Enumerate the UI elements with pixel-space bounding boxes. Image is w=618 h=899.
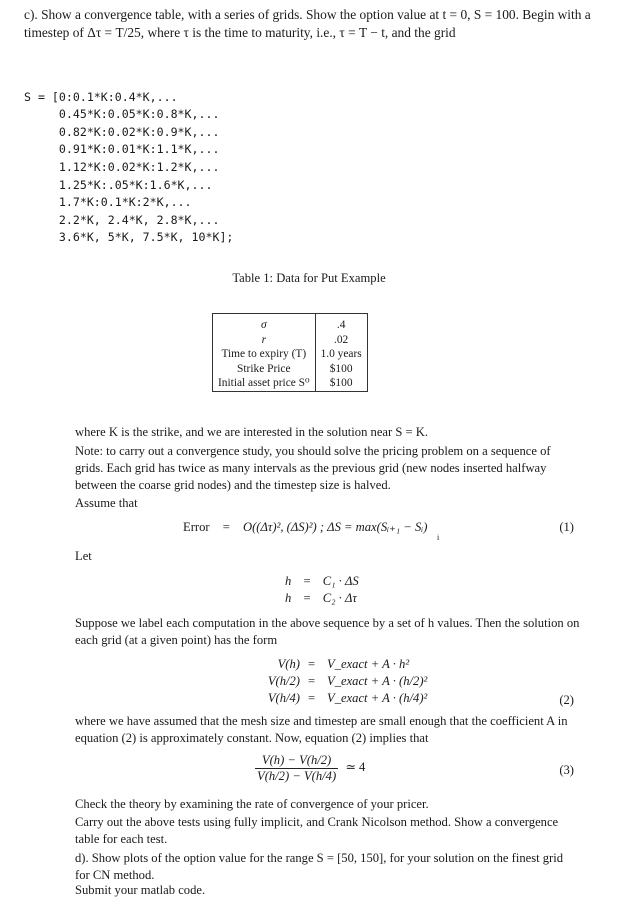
- carry-text: Carry out the above tests using fully implicit, and Crank Nicolson method. Show a convergence table for each test.: [75, 815, 559, 846]
- code-line: S = [0:0.1*K:0.4*K,...: [24, 89, 178, 104]
- eq2-rel: =: [308, 657, 316, 671]
- equation-1: [183, 519, 427, 536]
- table-cell-value: $100: [315, 362, 367, 377]
- code-line: 1.25*K:.05*K:1.6*K,...: [24, 177, 213, 192]
- grid-code-block: [24, 71, 233, 265]
- eq1-number: (1): [559, 520, 574, 534]
- eq3-rel: ≃ 4: [345, 760, 366, 775]
- table-row: [213, 333, 368, 348]
- equation-3: [255, 753, 365, 784]
- check-text: Check the theory by examining the rate of convergence of your pricer.: [75, 797, 429, 811]
- eq3-numerator: V(h) − V(h/2): [255, 753, 338, 769]
- eq2-rhs: V_exact + A · (h/2)²: [327, 674, 428, 688]
- table-cell-value: 1.0 years: [315, 347, 367, 362]
- code-line: 0.45*K:0.05*K:0.8*K,...: [24, 107, 220, 122]
- let-rel: =: [303, 574, 311, 588]
- table-cell-label: r: [261, 333, 266, 346]
- code-line: 1.7*K:0.1*K:2*K,...: [24, 195, 192, 210]
- code-line: 2.2*K, 2.4*K, 2.8*K,...: [24, 212, 220, 227]
- table-cell-value: .4: [315, 318, 367, 333]
- submit-text: Submit your matlab code.: [75, 883, 206, 897]
- let-equation: [285, 590, 357, 607]
- eq1-subscript: i: [437, 533, 440, 542]
- let-text: Let: [75, 549, 92, 563]
- assumed-text: where we have assumed that the mesh size and timestep are small enough that the coefficient A in equation (2) is approximately constant. Now, equation (2) implies that: [75, 714, 568, 745]
- let-lhs: h: [285, 591, 292, 605]
- let-equation: [285, 573, 359, 590]
- table-cell-label: Time to expiry (T): [213, 347, 316, 362]
- table-cell-value: $100: [315, 376, 367, 391]
- code-line: 3.6*K, 5*K, 7.5*K, 10*K];: [24, 230, 234, 245]
- assume-text: Assume that: [75, 496, 138, 510]
- where-text: where K is the strike, and we are interested in the solution near S = K.: [75, 425, 428, 439]
- table-row: [213, 347, 368, 362]
- table-caption: Table 1: Data for Put Example: [232, 271, 386, 285]
- table-cell-value: .02: [315, 333, 367, 348]
- code-line: 0.82*K:0.02*K:0.9*K,...: [24, 124, 220, 139]
- table-row: [213, 318, 368, 333]
- put-data-table: [212, 313, 368, 392]
- let-lhs: h: [285, 574, 292, 588]
- eq2-lhs: V(h/4): [267, 691, 300, 705]
- let-rhs: C₁ · ΔS: [322, 574, 359, 588]
- note-text: Note: to carry out a convergence study, you should solve the pricing problem on a sequence of grids. Each grid has twice as many intervals as the previous grid (new nodes inserted halfway between the coarse grid nodes) and the timestep size is halved.: [75, 444, 551, 492]
- let-rhs: C₂ · Δτ: [322, 591, 357, 605]
- table-cell-label: Strike Price: [213, 362, 316, 377]
- table-cell-label: Initial asset price S⁰: [213, 376, 316, 391]
- eq2-rel: =: [308, 674, 316, 688]
- eq3-number: (3): [559, 763, 574, 777]
- eq3-fraction: [255, 753, 338, 784]
- eq1-rel: =: [222, 520, 230, 534]
- table-row: [213, 376, 368, 391]
- table-row: [213, 362, 368, 377]
- eq2-rel: =: [308, 691, 316, 705]
- code-line: 0.91*K:0.01*K:1.1*K,...: [24, 142, 220, 157]
- eq2-number: (2): [559, 693, 574, 707]
- eq1-rhs: O((Δτ)², (ΔS)²) ; ΔS = max(Sᵢ₊₁ − Sᵢ): [243, 520, 428, 534]
- table-cell-label: σ: [260, 319, 267, 331]
- eq2-rhs: V_exact + A · h²: [327, 657, 410, 671]
- suppose-text: Suppose we label each computation in the above sequence by a set of h values. Then the solution on each grid (at a given point) has the form: [75, 616, 580, 647]
- let-rel: =: [303, 591, 311, 605]
- eq3-denominator: V(h/2) − V(h/4): [257, 769, 337, 783]
- eq2-lhs: V(h/2): [267, 674, 300, 688]
- part-c-text: c). Show a convergence table, with a series of grids. Show the option value at t = 0, S = 100. Begin with a timestep of Δτ = T/25, where τ is the time to maturity, i.e., τ = T − t, and the grid: [24, 7, 591, 40]
- eq2-rhs: V_exact + A · (h/4)²: [327, 691, 428, 705]
- eq2-lhs: V(h): [277, 657, 300, 671]
- eq1-lhs: Error: [183, 520, 210, 534]
- part-d-text: d). Show plots of the option value for the range S = [50, 150], for your solution on the finest grid for CN method.: [75, 851, 564, 882]
- code-line: 1.12*K:0.02*K:1.2*K,...: [24, 159, 220, 174]
